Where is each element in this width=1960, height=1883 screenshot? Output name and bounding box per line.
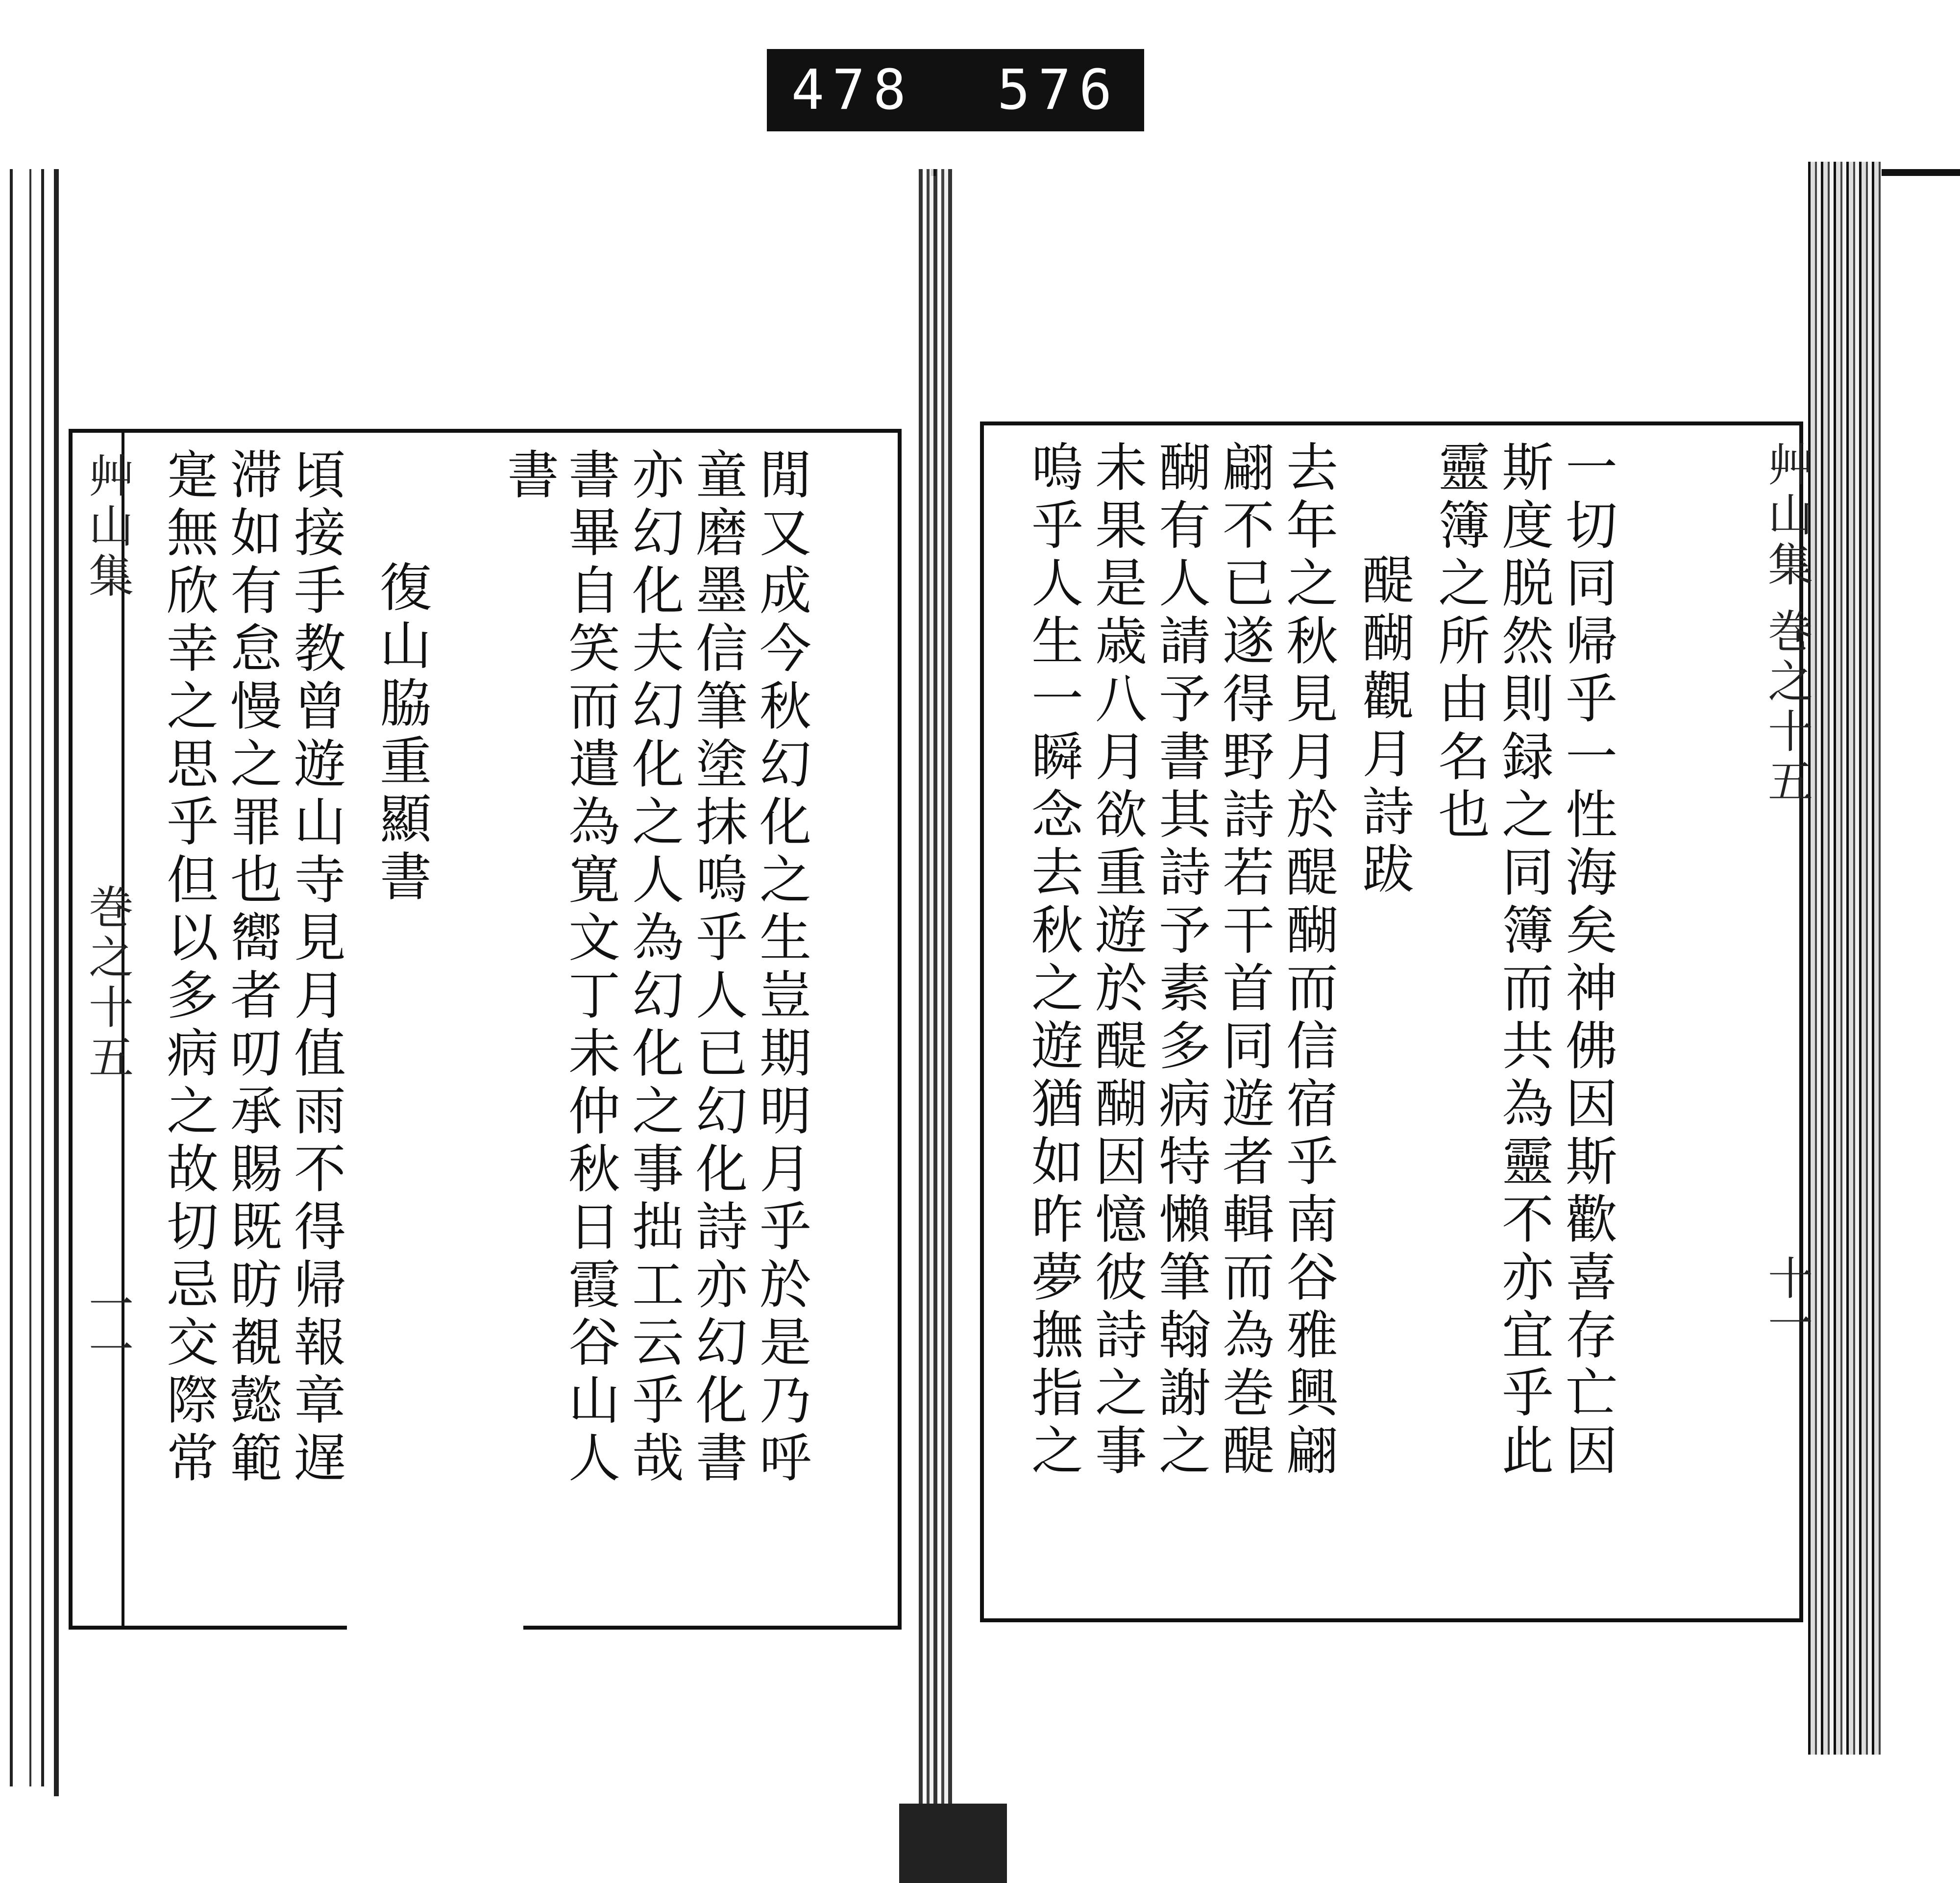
- text-column: 書畢自笑而遣為寛文丁未仲秋日霞谷山人: [560, 447, 620, 1488]
- text-column: 靈簿之所由名也: [1430, 440, 1490, 845]
- text-column: 童磨墨信筆塗抹嗚乎人已幻化詩亦幻化書: [687, 447, 748, 1488]
- text-column: 翩不已遂得野詩若干首同遊者輯而為巻醍: [1214, 440, 1274, 1481]
- hanshin-title-right: 艸山集: [1761, 441, 1813, 591]
- gutter-shadow: [899, 1804, 1007, 1883]
- hanshin-title: 艸山集: [81, 452, 134, 602]
- binding-gutter: [919, 169, 953, 1883]
- reel-number-right: 576: [997, 58, 1120, 122]
- text-column: 一切同帰乎一性海矣神佛因斯歡喜存亡因: [1557, 440, 1617, 1481]
- text-column: 書: [499, 447, 559, 505]
- section-title: 醍醐觀月詩跋: [1354, 553, 1414, 900]
- left-page-frame: [69, 429, 902, 1630]
- text-column: 寔無欣幸之思乎但以多病之故切忌交際常: [158, 447, 219, 1488]
- text-column: 滞如有怠慢之罪也嚮者叨承賜既昉覩懿範: [222, 447, 282, 1488]
- text-column: 頃接手教曾遊山寺見月值雨不得帰報章遅: [286, 447, 346, 1488]
- text-column: 未果是歳八月欲重遊於醍醐因憶彼詩之事: [1087, 440, 1147, 1481]
- text-column: 嗚乎人生一瞬念去秋之遊猶如昨夢撫指之: [1023, 440, 1083, 1481]
- frame-break: [347, 1622, 523, 1633]
- page-number-right: 十一: [1761, 1255, 1813, 1345]
- page-number: 一一: [81, 1281, 134, 1371]
- hanshin-volume: 巻之十五: [81, 884, 134, 1084]
- left-edge-shadow: [0, 169, 54, 1786]
- right-page-frame: [980, 421, 1803, 1622]
- text-column: 去年之秋見月於醍醐而信宿乎南谷雅興翩: [1278, 440, 1338, 1481]
- reel-number-left: 478: [791, 58, 914, 122]
- hanshin-volume-right: 巻之十五: [1761, 608, 1813, 808]
- text-column: 閒又成今秋幻化之生豈期明月乎於是乃呼: [751, 447, 811, 1488]
- letter-title: 復山脇重顯書: [371, 560, 432, 907]
- text-column: 斯度脱然則録之同簿而共為靈不亦宜乎此: [1494, 440, 1554, 1481]
- fore-edge-pages: [1808, 162, 1882, 1755]
- text-column: 醐有人請予書其詩予素多病特懶筆翰謝之: [1151, 440, 1211, 1481]
- text-column: 亦幻化夫幻化之人為幻化之事拙工云乎哉: [624, 447, 684, 1488]
- reel-label: [767, 49, 1144, 131]
